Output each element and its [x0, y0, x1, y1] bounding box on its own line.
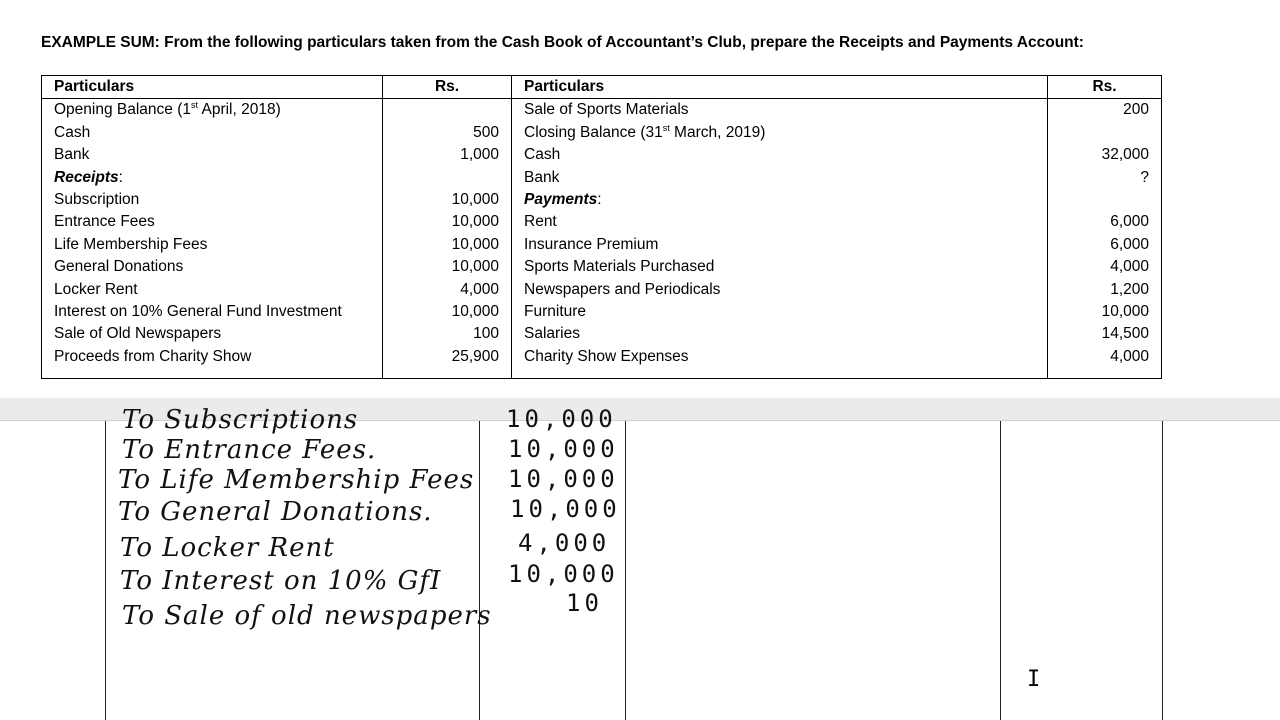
- row-amount-right: 6,000: [1048, 211, 1162, 233]
- row-particular-right: Rent: [512, 211, 1048, 233]
- ruled-line: [105, 421, 106, 720]
- row-particular-left: Interest on 10% General Fund Investment: [42, 301, 383, 323]
- row-particular-right: Furniture: [512, 301, 1048, 323]
- header-rs-left: Rs.: [383, 76, 512, 99]
- row-particular-left: Receipts:: [42, 167, 383, 189]
- row-particular-left: Life Membership Fees: [42, 234, 383, 256]
- row-particular-left: Sale of Old Newspapers: [42, 323, 383, 345]
- row-particular-left: Bank: [42, 144, 383, 166]
- table-row: [42, 99, 1162, 122]
- handwritten-particular: To Sale of old newspapers: [122, 601, 492, 631]
- row-particular-right: Salaries: [512, 323, 1048, 345]
- header-rs-right: Rs.: [1048, 76, 1162, 99]
- handwritten-amount: 10,000: [506, 405, 617, 433]
- row-amount-left: 25,900: [383, 346, 512, 379]
- ruled-line: [1162, 421, 1163, 720]
- row-amount-left: [383, 99, 512, 122]
- particulars-table: [41, 75, 1162, 379]
- table-row: [42, 346, 1162, 379]
- table-row: [42, 279, 1162, 301]
- table-row: [42, 301, 1162, 323]
- row-amount-right: 200: [1048, 99, 1162, 122]
- header-particulars-right: Particulars: [512, 76, 1048, 99]
- row-amount-right: ?: [1048, 167, 1162, 189]
- row-amount-right: [1048, 189, 1162, 211]
- handwritten-amount: 10,000: [510, 495, 621, 523]
- table-row: [42, 256, 1162, 278]
- table-row: [42, 144, 1162, 166]
- handwritten-amount: 4,000: [518, 529, 611, 557]
- row-amount-right: 6,000: [1048, 234, 1162, 256]
- row-amount-right: [1048, 122, 1162, 144]
- handwritten-amount: 10,000: [508, 435, 619, 463]
- ruled-line: [1000, 421, 1001, 720]
- row-particular-left: Entrance Fees: [42, 211, 383, 233]
- handwritten-account: [0, 405, 1280, 720]
- table-row: [42, 234, 1162, 256]
- handwritten-amount: 10,000: [508, 560, 619, 588]
- row-particular-left: Subscription: [42, 189, 383, 211]
- header-particulars-left: Particulars: [42, 76, 383, 99]
- handwritten-particular: To Life Membership Fees: [118, 465, 475, 495]
- receipts-heading: Receipts: [54, 168, 119, 186]
- row-particular-right: Newspapers and Periodicals: [512, 279, 1048, 301]
- ruled-line: [625, 421, 626, 720]
- table-row: [42, 167, 1162, 189]
- row-amount-left: 100: [383, 323, 512, 345]
- table-header-row: [42, 76, 1162, 99]
- row-particular-right: Cash: [512, 144, 1048, 166]
- payments-heading: Payments: [524, 191, 598, 209]
- row-amount-left: 4,000: [383, 279, 512, 301]
- row-amount-left: 10,000: [383, 189, 512, 211]
- row-amount-right: 4,000: [1048, 256, 1162, 278]
- row-amount-right: 14,500: [1048, 323, 1162, 345]
- handwritten-particular: To Subscriptions: [122, 405, 359, 435]
- row-amount-right: 10,000: [1048, 301, 1162, 323]
- handwritten-amount: 10,000: [508, 465, 619, 493]
- table-row: [42, 189, 1162, 211]
- handwritten-amount: 10: [566, 589, 603, 617]
- row-particular-left: Locker Rent: [42, 279, 383, 301]
- row-amount-left: 500: [383, 122, 512, 144]
- table-row: [42, 323, 1162, 345]
- row-particular-right: Bank: [512, 167, 1048, 189]
- row-particular-left: Cash: [42, 122, 383, 144]
- row-amount-left: [383, 167, 512, 189]
- row-particular-right: Insurance Premium: [512, 234, 1048, 256]
- row-particular-right: Sports Materials Purchased: [512, 256, 1048, 278]
- row-amount-left: 10,000: [383, 301, 512, 323]
- row-amount-right: 1,200: [1048, 279, 1162, 301]
- table-row: [42, 211, 1162, 233]
- row-amount-left: 10,000: [383, 234, 512, 256]
- handwritten-particular: To Interest on 10% GfI: [120, 566, 442, 596]
- handwritten-particular: To Locker Rent: [120, 533, 335, 563]
- row-particular-left: Opening Balance (1st April, 2018): [42, 99, 383, 122]
- row-amount-right: 4,000: [1048, 346, 1162, 379]
- text-cursor-icon: I: [1027, 667, 1041, 692]
- row-amount-right: 32,000: [1048, 144, 1162, 166]
- row-particular-left: General Donations: [42, 256, 383, 278]
- table-row: [42, 122, 1162, 144]
- row-particular-right: Sale of Sports Materials: [512, 99, 1048, 122]
- row-amount-left: 1,000: [383, 144, 512, 166]
- ruled-line: [479, 421, 480, 720]
- handwritten-particular: To Entrance Fees.: [122, 435, 377, 465]
- row-amount-left: 10,000: [383, 211, 512, 233]
- row-particular-right: Closing Balance (31st March, 2019): [512, 122, 1048, 144]
- row-particular-left: Proceeds from Charity Show: [42, 346, 383, 379]
- row-particular-right: Charity Show Expenses: [512, 346, 1048, 379]
- handwritten-particular: To General Donations.: [118, 497, 433, 527]
- row-particular-right: Payments:: [512, 189, 1048, 211]
- question-text: EXAMPLE SUM: From the following particulars taken from the Cash Book of Accountant’s Club, prepare the Receipts and Payments Account:: [41, 34, 1084, 51]
- row-amount-left: 10,000: [383, 256, 512, 278]
